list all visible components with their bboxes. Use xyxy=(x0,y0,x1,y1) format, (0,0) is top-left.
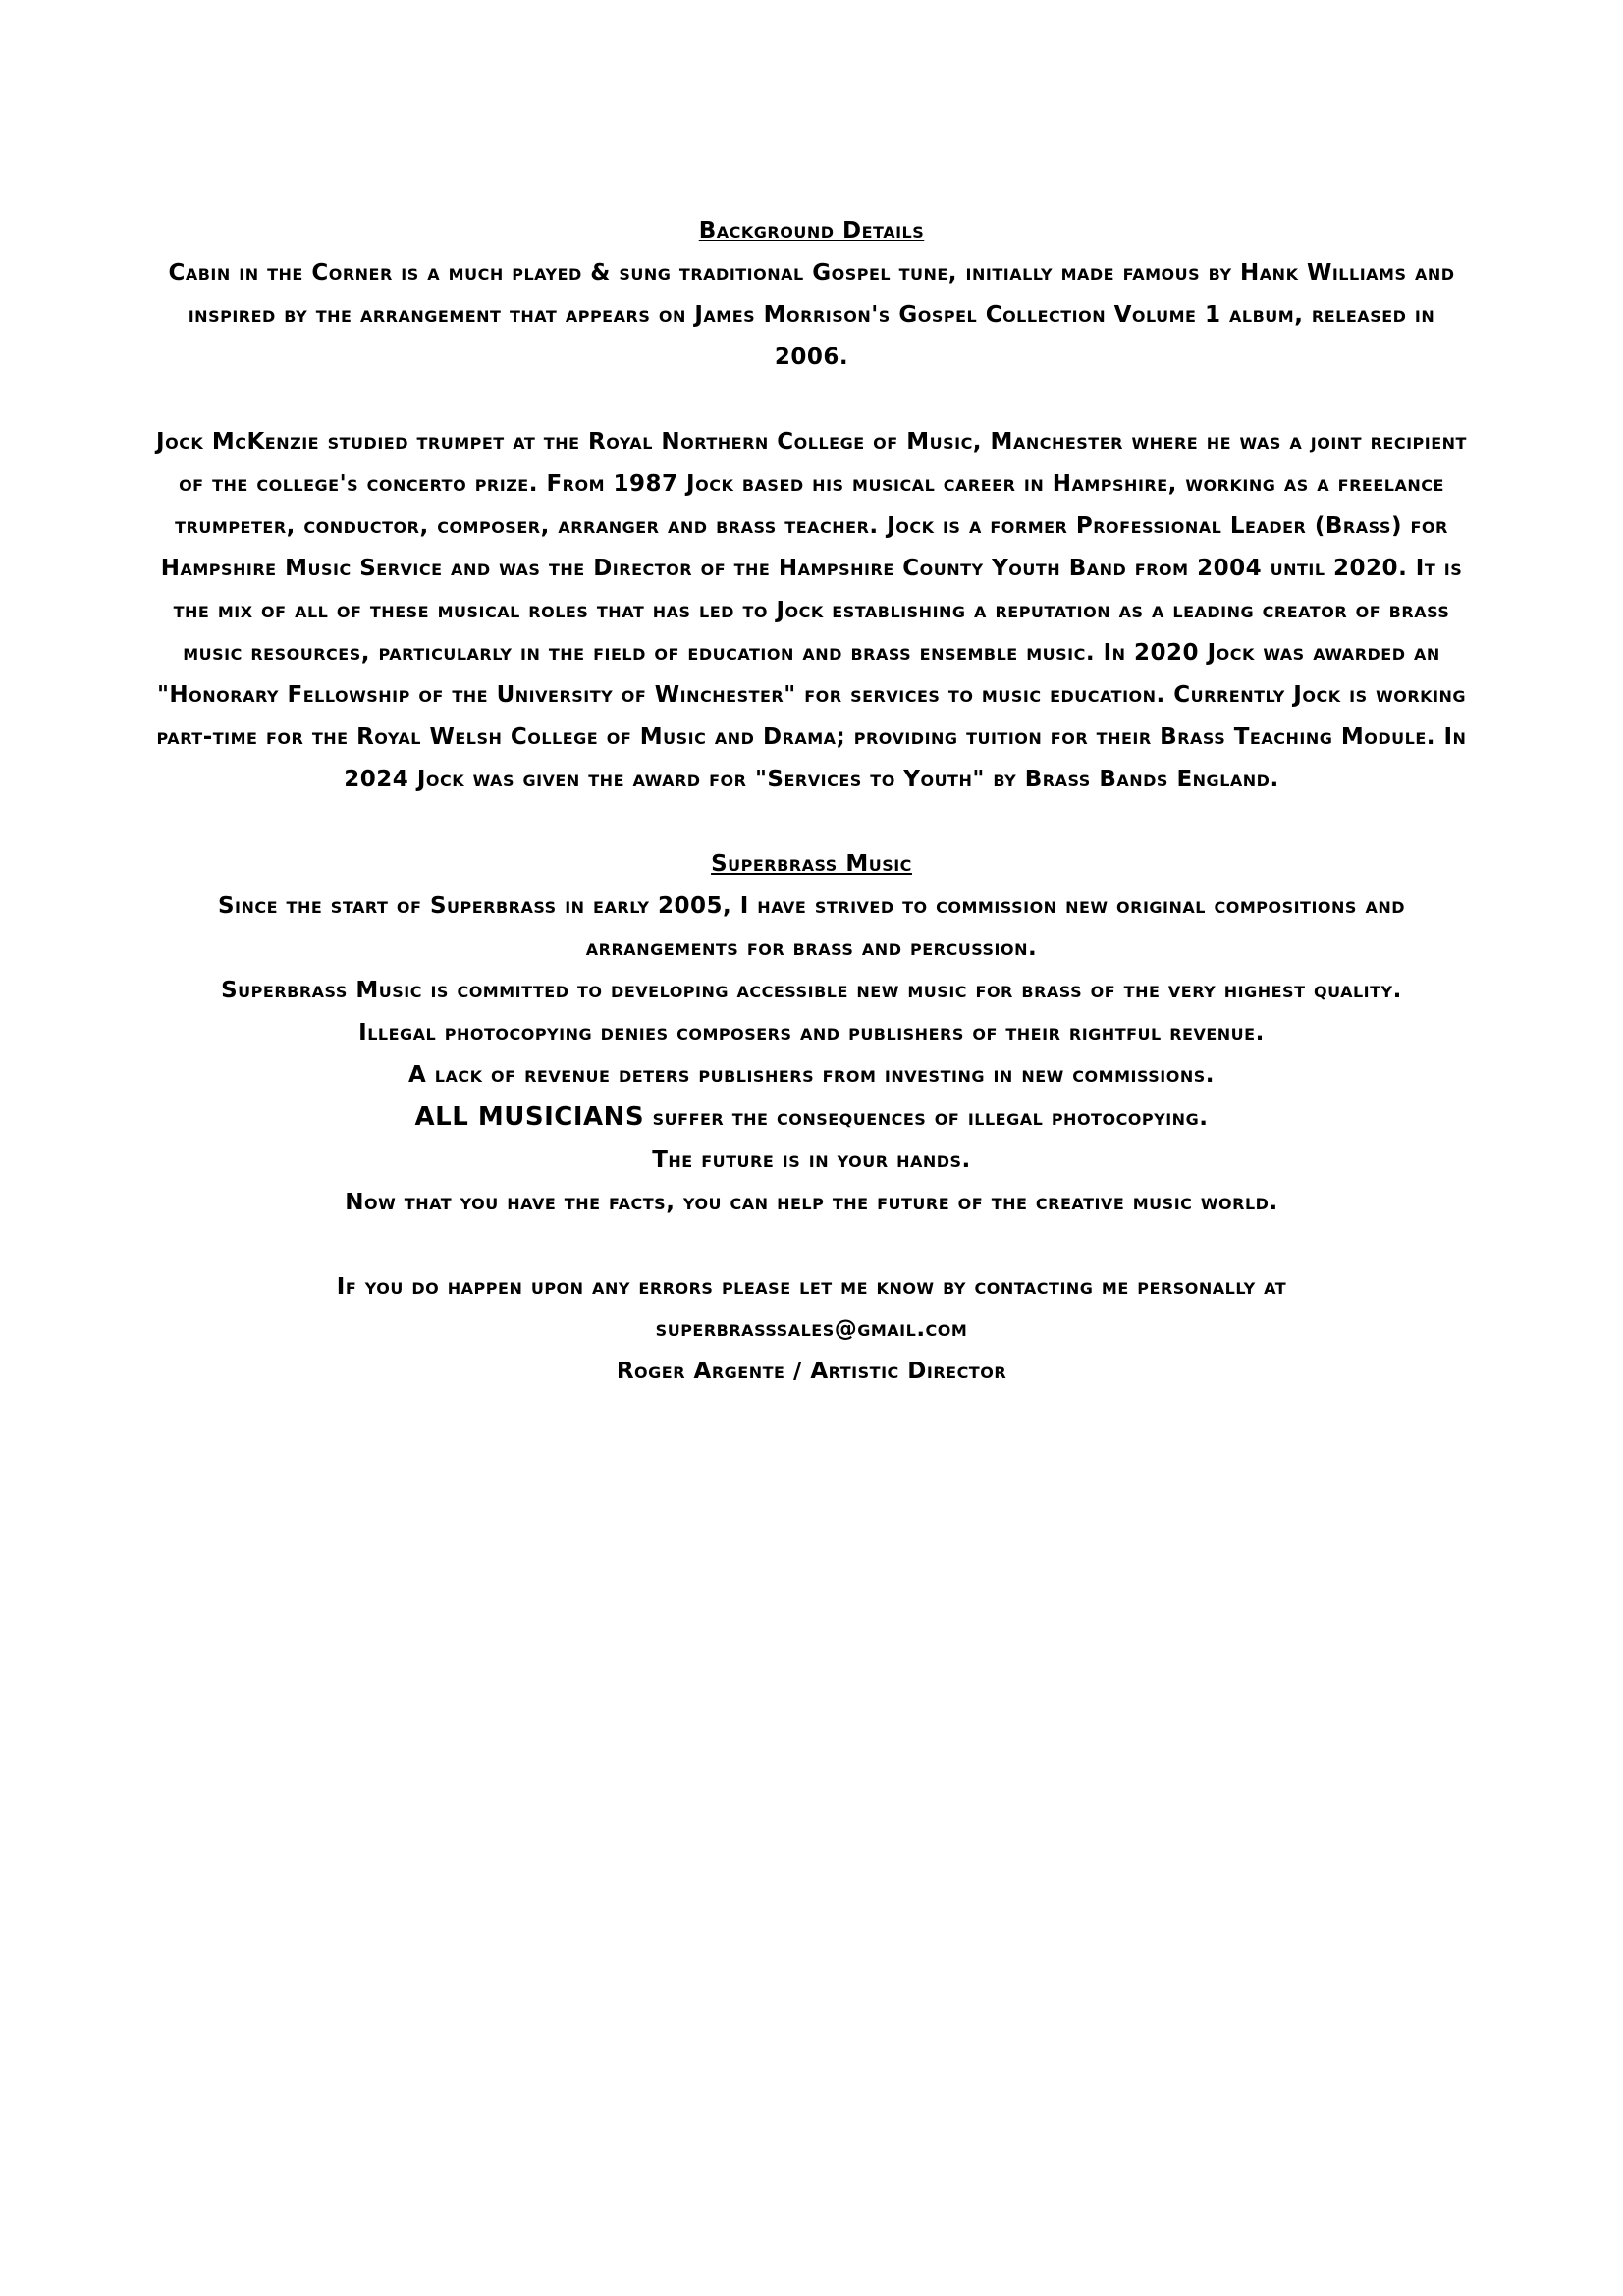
superbrass-line-7: Now that you have the facts, you can help the future of the creative music world. xyxy=(345,1190,1278,1215)
superbrass-line-1: Since the start of Superbrass in early 2005, I have strived to commission new original compositions and arrangements for brass and percussion. xyxy=(217,893,1406,961)
superbrass-line-2: Superbrass Music is committed to developing accessible new music for brass of the very highest quality. xyxy=(221,978,1402,1003)
all-musicians-emphasis: ALL MUSICIANS xyxy=(414,1102,645,1132)
biography-paragraph: Jock McKenzie studied trumpet at the Royal Northern College of Music, Manchester where he was a joint recipient of the college's concerto prize. From 1987 Jock based his musical career in Hampshire, working as a freelance trumpeter, conductor, composer, arranger and brass teacher. Jock is a former Professional Leader (Brass) for Hampshire Music Service and was the Director of the Hampshire County Youth Band from 2004 until 2020. It is the mix of all of these musical roles that has led to Jock establishing a reputation as a leading creator of brass music resources, particularly in the field of education and brass ensemble music. In 2020 Jock was awarded an "Honorary Fellowship of the University of Winchester" for services to music education. Currently Jock is working part-time for the Royal Welsh College of Music and Drama; providing tuition for their Brass Teaching Module. In 2024 Jock was given the award for "Services to Youth" by Brass Bands England. xyxy=(156,429,1467,792)
superbrass-line-6: The future is in your hands. xyxy=(652,1148,971,1173)
spacer xyxy=(147,801,1476,843)
spacer xyxy=(147,379,1476,421)
superbrass-heading: Superbrass Music xyxy=(711,851,912,877)
superbrass-line-5 xyxy=(147,1096,1476,1140)
spacer xyxy=(147,1224,1476,1266)
superbrass-line-4: A lack of revenue deters publishers from investing in new commissions. xyxy=(408,1062,1215,1088)
background-heading: Background Details xyxy=(698,218,925,243)
document-page xyxy=(147,210,1476,1393)
contact-line: If you do happen upon any errors please let me know by contacting me personally at xyxy=(336,1274,1287,1300)
signature: Roger Argente / Artistic Director xyxy=(616,1359,1007,1384)
superbrass-line-3: Illegal photocopying denies composers and publishers of their rightful revenue. xyxy=(358,1020,1265,1045)
background-paragraph: Cabin in the Corner is a much played & sung traditional Gospel tune, initially made famous by Hank Williams and inspired by the arrangement that appears on James Morrison's Gospel Collection Volume 1 album, released in 2006. xyxy=(168,260,1455,370)
contact-email: superbrasssales@gmail.com xyxy=(655,1316,968,1342)
superbrass-line-5-rest: suffer the consequences of illegal photocopying. xyxy=(652,1105,1209,1131)
